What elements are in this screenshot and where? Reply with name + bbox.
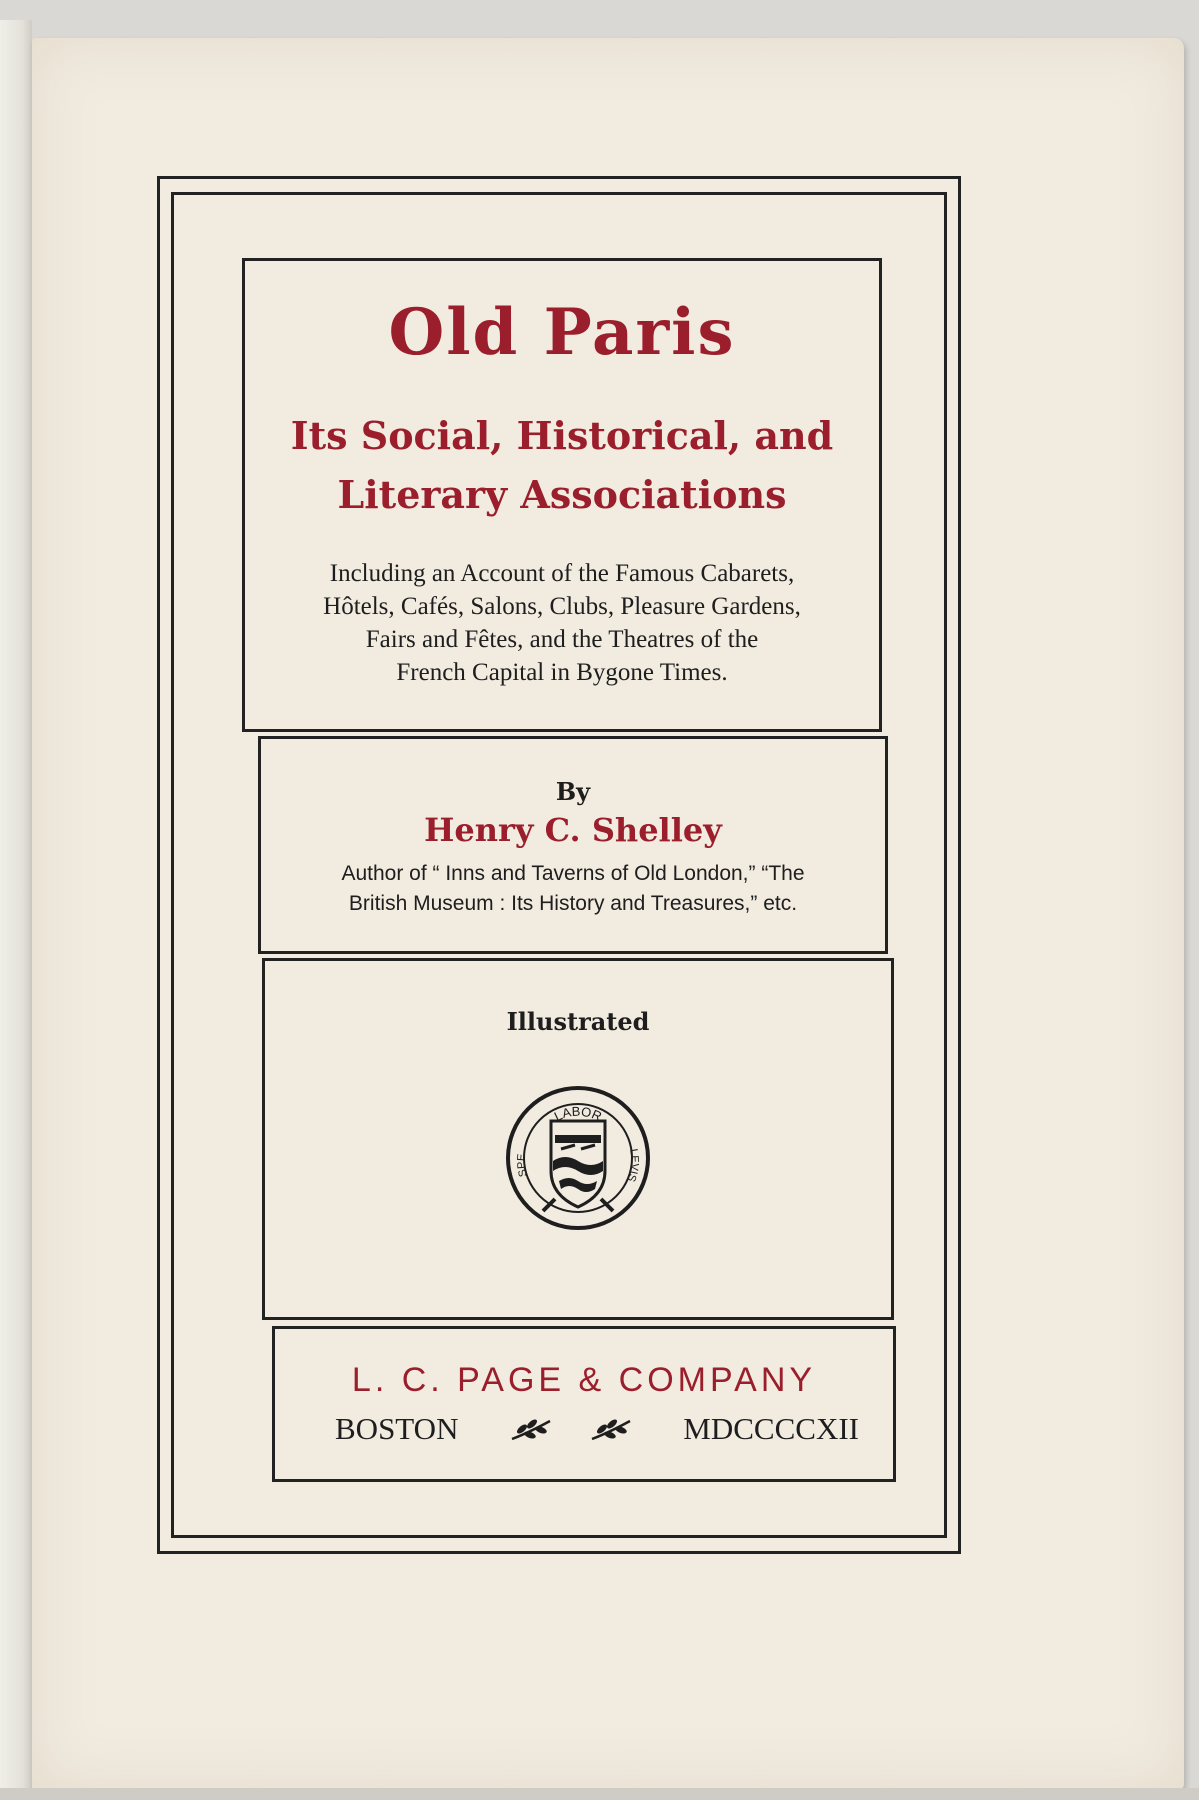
author-name: Henry C. Shelley	[424, 811, 722, 849]
book-subtitle	[245, 407, 879, 525]
description-line: Fairs and Fêtes, and the Theatres of the	[365, 626, 759, 653]
publisher-name: L. C. PAGE & COMPANY	[351, 1361, 817, 1399]
publication-year: MDCCCCXII	[683, 1411, 859, 1446]
publisher-panel	[272, 1326, 896, 1482]
illustration-panel	[262, 958, 894, 1320]
publisher-emblem-icon	[503, 1083, 653, 1233]
emblem-motto-right: LEVIS	[624, 1147, 641, 1184]
description-line: French Capital in Bygone Times.	[396, 659, 728, 686]
emblem-motto-top: LABOR	[551, 1103, 604, 1125]
author-panel	[258, 736, 888, 954]
book-description	[265, 557, 859, 689]
works-line: Author of “ Inns and Taverns of Old London,” “The	[341, 862, 805, 885]
imprint-line	[335, 1411, 859, 1447]
subtitle-line: Its Social, Historical, and	[290, 413, 834, 458]
book-title: Old Paris	[388, 295, 736, 370]
by-label: By	[555, 777, 591, 806]
leaf-ornaments	[508, 1415, 634, 1443]
subtitle-line: Literary Associations	[337, 471, 787, 517]
publisher-city: BOSTON	[335, 1411, 459, 1446]
illustrated-label: Illustrated	[506, 1007, 650, 1036]
description-line: Including an Account of the Famous Cabarets,	[329, 560, 795, 587]
description-line: Hôtels, Cafés, Salons, Clubs, Pleasure Gardens,	[323, 593, 801, 620]
author-works	[267, 859, 879, 919]
works-line: British Museum : Its History and Treasures,” etc.	[348, 892, 798, 915]
emblem-motto-left: SPE	[515, 1153, 530, 1179]
adjacent-page-edge	[0, 20, 32, 1800]
title-panel	[242, 258, 882, 732]
page-bottom-edge	[0, 1788, 1199, 1800]
leaf-ornament-icon	[508, 1415, 554, 1443]
leaf-ornament-icon	[588, 1415, 634, 1443]
